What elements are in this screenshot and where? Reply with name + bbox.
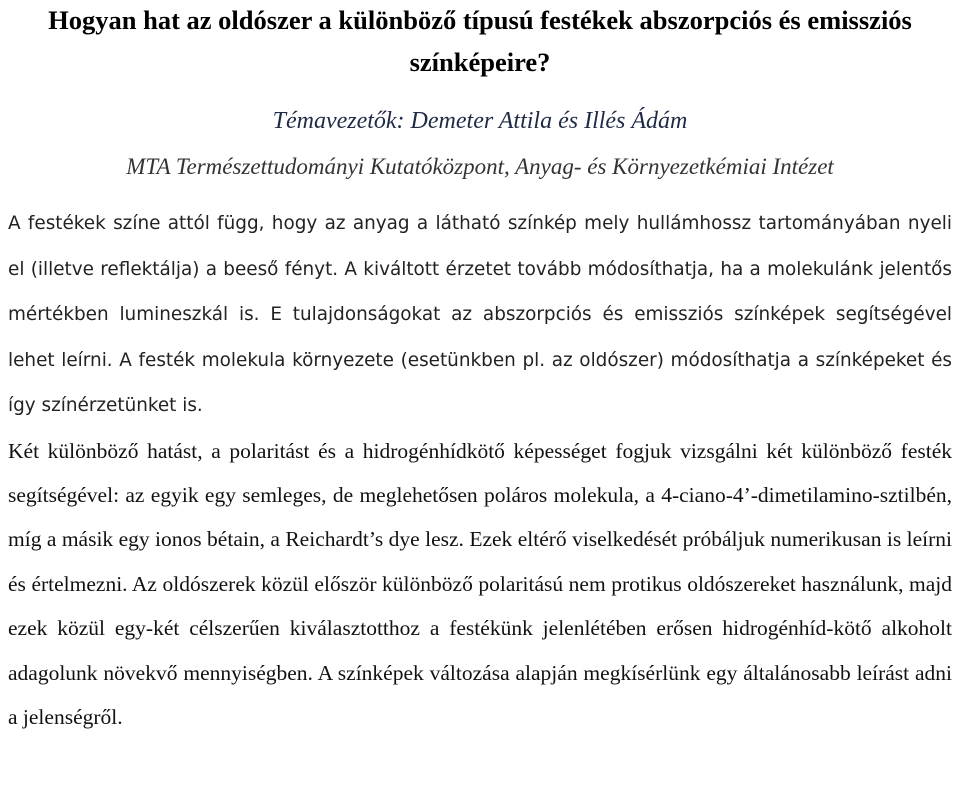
method-paragraph: Két különböző hatást, a polaritást és a hidrogénhídkötő képességet fogjuk vizsgálni két különböző festék segítségével: az egyik egy semleges, de meglehetősen poláros molekula, a 4-ciano-4’-dimetilamino-sztilbén, míg a másik egy ionos bétain, a Reichardt’s dye lesz. Ezek eltérő viselkedését próbáljuk numerikusan is leírni és értelmezni. Az oldószerek közül először különböző polaritású nem protikus oldószereket használunk, majd ezek közül egy-két célszerűen kiválasztotthoz a festékünk jelenlétében erősen hidrogénhíd-kötő alkoholt adagolunk növekvő mennyiségben. A színképek változása alapján megkísérlünk egy általánosabb leírást adni a jelenségről. <box>8 438 952 729</box>
document-title: Hogyan hat az oldószer a különböző típusú festékek abszorpciós és emissziós színképeire? <box>48 5 912 77</box>
institute-line: MTA Természettudományi Kutatóközpont, Anyag- és Környezetkémiai Intézet <box>126 154 834 179</box>
supervisors-line: Témavezetők: Demeter Attila és Illés Ádám <box>272 108 688 134</box>
intro-paragraph: A festékek színe attól függ, hogy az anyag a látható színkép mely hullámhossz tartományában nyeli el (illetve reflektálja) a beeső fényt. A kiváltott érzetet tovább módosíthatja, ha a molekulánk jelentős mértékben lumineszkál is. E tulajdonságokat az abszorpciós és emissziós színképek segítségével lehet leírni. A festék molekula környezete (esetünkben pl. az oldószer) módosíthatja a színképeket és így színérzetünket is. <box>8 213 952 416</box>
